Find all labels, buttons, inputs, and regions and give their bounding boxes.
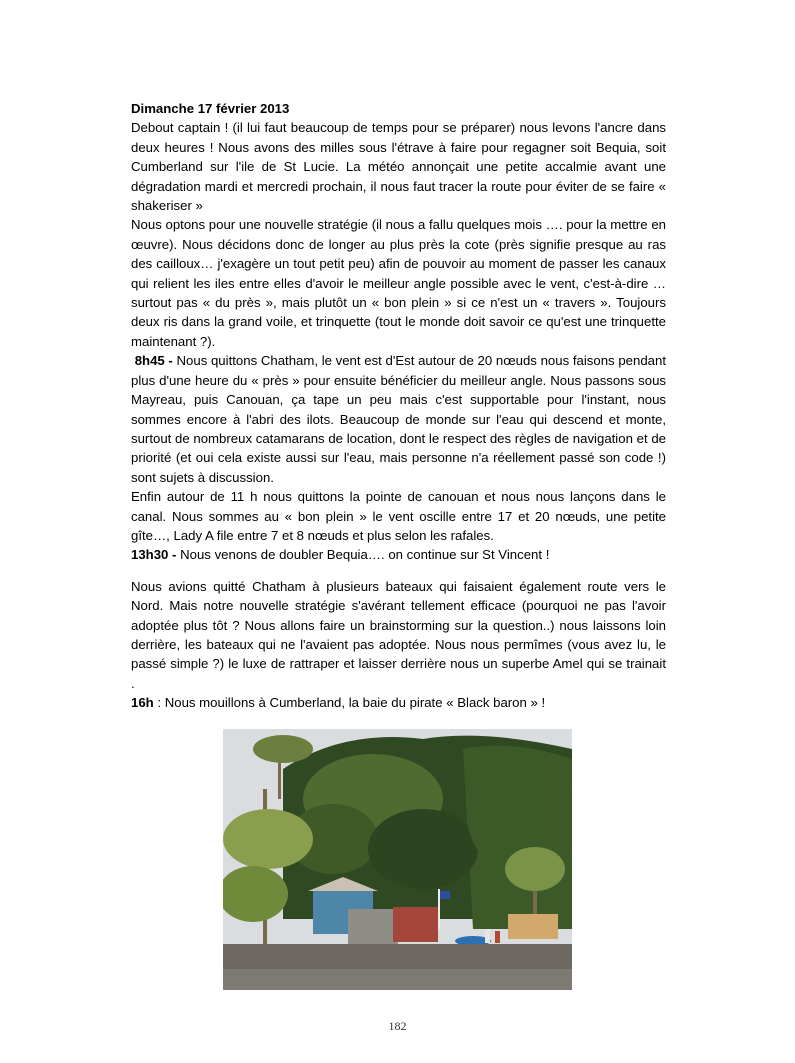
palm-fronds bbox=[253, 735, 313, 763]
palm-fronds bbox=[505, 847, 565, 891]
paragraph-3-text: Nous quittons Chatham, le vent est d'Est autour de 20 nœuds nous faisons pendant plus d'une heure du « près » pour ensuite bénéficier du meilleur angle. Nous passons sous Mayreau, puis Canouan, ça tape un peu mais c'est supportable pour l'instant, nous sommes encore à l'abri des ilots. Beaucoup de monde sur l'eau qui descend et monte, surtout de nombreux catamarans de location, dont le respect des règles de navigation et de priorité (et oui cela existe aussi sur l'eau, mais personne n'a réellement passé son code !) sont sujets à discussion. bbox=[131, 353, 666, 485]
paragraph-gap bbox=[131, 565, 666, 577]
paragraph-4: Enfin autour de 11 h nous quittons la pointe de canouan et nous nous lançons dans le canal. Nous sommes au « bon plein » le vent oscille entre 17 et 20 nœuds, une petite gîte…, Lady A file entre 7 et 8 nœuds et plus selon les rafales. bbox=[131, 489, 666, 543]
paragraph-5 bbox=[131, 545, 666, 564]
palm-fronds bbox=[223, 809, 313, 869]
page-body bbox=[131, 99, 666, 713]
flag-pole bbox=[438, 889, 440, 929]
paragraph-5-text: Nous venons de doubler Bequia…. on continue sur St Vincent ! bbox=[176, 547, 550, 563]
date-heading: Dimanche 17 février 2013 bbox=[131, 101, 290, 116]
paragraph-6: Nous avions quitté Chatham à plusieurs bateaux qui faisaient également route vers le Nord. Mais notre nouvelle stratégie s'avérant tellement efficace (pourquoi ne pas l'avoir adoptée plus tôt ? Nous allons faire un brainstorming sur la question..) nous laissons loin derrière, les bateaux qui ne l'avaient pas adoptée. Nous nous permîmes (vous avez lu, le passé simple ?) le luxe de rattraper et laisser derrière nous un superbe Amel qui se trainait . bbox=[131, 578, 666, 691]
orange-building bbox=[508, 914, 558, 939]
time-16h: 16h bbox=[131, 695, 154, 711]
person bbox=[495, 931, 500, 943]
flag bbox=[440, 891, 450, 899]
tree-canopy bbox=[368, 809, 478, 889]
paragraph-7-text: : Nous mouillons à Cumberland, la baie du pirate « Black baron » ! bbox=[153, 695, 546, 711]
shoreline bbox=[223, 969, 572, 990]
grey-tarp-hut bbox=[348, 909, 398, 944]
cumberland-bay-photo bbox=[223, 729, 572, 990]
paragraph-2: Nous optons pour une nouvelle stratégie (il nous a fallu quelques mois …. pour la mettre en œuvre). Nous décidons donc de longer au plus près la cote (près signifie presque au ras des cailloux… j'exagère un tout petit peu) afin de pouvoir au moment de passer les canaux qui relient les iles entre elles d'avoir le meilleur angle possible avec le vent, c'est-à-dire … surtout pas « du près », mais plutôt un « bon plein » si ce n'est un « travers ». Toujours deux ris dans la grand voile, et trinquette (tout le monde doit savoir ce qu'est une trinquette maintenant ?). bbox=[131, 217, 666, 349]
time-13h30: 13h30 - bbox=[131, 547, 177, 563]
beach-scene-image bbox=[223, 729, 572, 990]
time-8h45: 8h45 - bbox=[134, 353, 173, 369]
paragraph-1: Debout captain ! (il lui faut beaucoup de temps pour se préparer) nous levons l'ancre dans deux heures ! Nous avons des milles sous l'étrave à faire pour regagner soit Bequia, soit Cumberland sur l'ile de St Lucie. La météo annonçait une petite accalmie avant une dégradation mardi et mercredi prochain, il nous faut tracer la route pour éviter de se faire « shakeriser » bbox=[131, 120, 666, 214]
person bbox=[485, 929, 490, 943]
page-number: 182 bbox=[388, 1019, 407, 1033]
red-hut bbox=[393, 907, 438, 942]
paragraph-7 bbox=[131, 693, 666, 712]
paragraph-3 bbox=[131, 351, 666, 487]
